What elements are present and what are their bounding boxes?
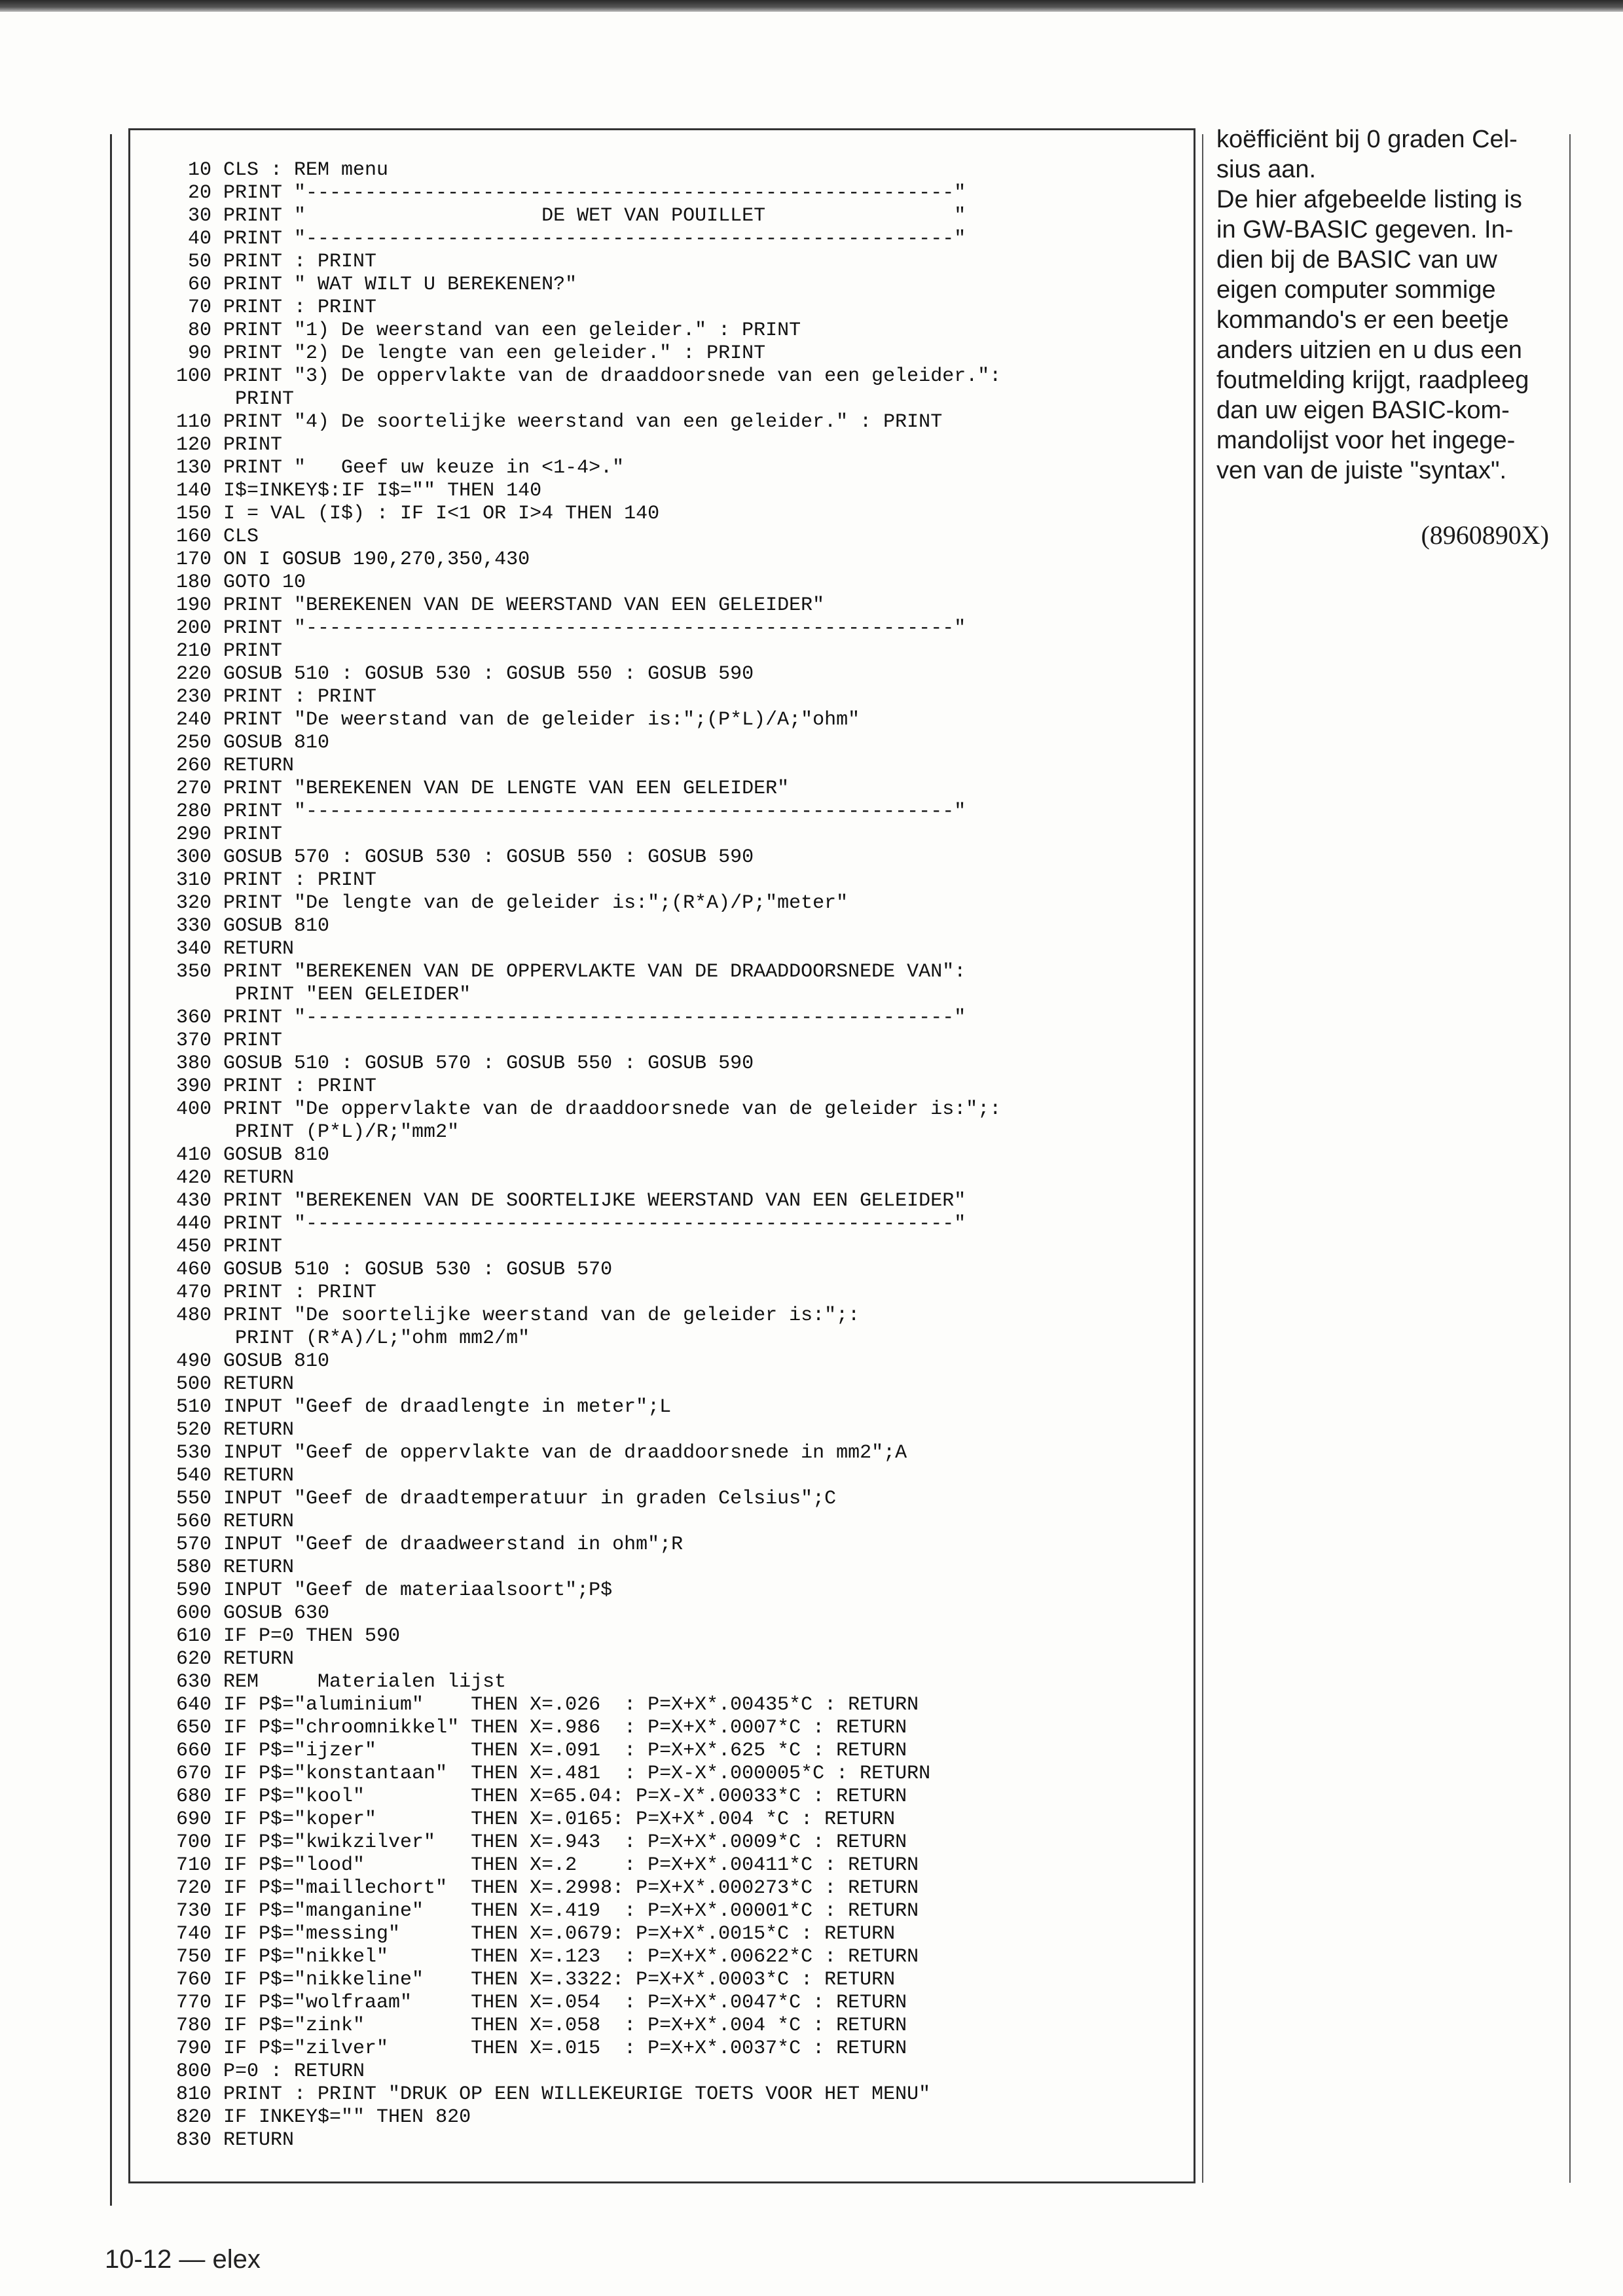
listing-line: 250 GOSUB 810	[176, 732, 330, 754]
listing-line: 110 PRINT "4) De soortelijke weerstand van een geleider." : PRINT	[176, 411, 943, 433]
listing-line: 210 PRINT	[176, 640, 283, 662]
listing-line: 80 PRINT "1) De weerstand van een geleider." : PRINT	[188, 319, 801, 342]
listing-line: 90 PRINT "2) De lengte van een geleider." : PRINT	[188, 342, 766, 365]
listing-line: 60 PRINT " WAT WILT U BEREKENEN?"	[188, 274, 577, 296]
basic-listing-box	[128, 128, 1195, 2183]
listing-line: 290 PRINT	[176, 823, 283, 846]
sidebar-line: foutmelding krijgt, raadpleeg	[1216, 367, 1529, 394]
listing-line: 10 CLS : REM menu	[188, 159, 389, 181]
listing-line: 580 RETURN	[176, 1556, 295, 1579]
listing-line: 780 IF P$="zink" THEN X=.058 : P=X+X*.004 *C : RETURN	[176, 2015, 907, 2037]
listing-line: 770 IF P$="wolfraam" THEN X=.054 : P=X+X*.0047*C : RETURN	[176, 1992, 907, 2014]
listing-line: PRINT "EEN GELEIDER"	[235, 984, 471, 1006]
listing-line: 430 PRINT "BEREKENEN VAN DE SOORTELIJKE WEERSTAND VAN EEN GELEIDER"	[176, 1190, 966, 1212]
listing-line: 360 PRINT "-------------------------------------------------------"	[176, 1007, 966, 1029]
listing-line: 310 PRINT : PRINT	[176, 869, 377, 891]
listing-line: 170 ON I GOSUB 190,270,350,430	[176, 548, 530, 571]
listing-line: 810 PRINT : PRINT "DRUK OP EEN WILLEKEURIGE TOETS VOOR HET MENU"	[176, 2083, 931, 2106]
listing-line: 570 INPUT "Geef de draadweerstand in ohm";R	[176, 1534, 684, 1556]
listing-line: 70 PRINT : PRINT	[188, 296, 377, 319]
listing-line: 730 IF P$="manganine" THEN X=.419 : P=X+X*.00001*C : RETURN	[176, 1900, 919, 1922]
page-top-edge	[0, 0, 1623, 12]
listing-line: 470 PRINT : PRINT	[176, 1282, 377, 1304]
article-reference: (8960890X)	[1421, 520, 1549, 550]
listing-line: 520 RETURN	[176, 1419, 295, 1441]
listing-line: 540 RETURN	[176, 1465, 295, 1487]
listing-line: 830 RETURN	[176, 2129, 295, 2151]
listing-line: 640 IF P$="aluminium" THEN X=.026 : P=X+X*.00435*C : RETURN	[176, 1694, 919, 1716]
listing-line: 300 GOSUB 570 : GOSUB 530 : GOSUB 550 : GOSUB 590	[176, 846, 754, 869]
listing-line: 350 PRINT "BEREKENEN VAN DE OPPERVLAKTE VAN DE DRAADDOORSNEDE VAN":	[176, 961, 966, 983]
listing-line: PRINT (P*L)/R;"mm2"	[235, 1121, 460, 1143]
listing-line: 490 GOSUB 810	[176, 1350, 330, 1372]
listing-line: 380 GOSUB 510 : GOSUB 570 : GOSUB 550 : GOSUB 590	[176, 1052, 754, 1075]
listing-line: 230 PRINT : PRINT	[176, 686, 377, 708]
listing-line: 760 IF P$="nikkeline" THEN X=.3322: P=X+X*.0003*C : RETURN	[176, 1969, 896, 1991]
listing-line: 610 IF P=0 THEN 590	[176, 1625, 401, 1647]
sidebar-line: in GW-BASIC gegeven. In-	[1216, 216, 1514, 243]
listing-line: 720 IF P$="maillechort" THEN X=.2998: P=X+X*.000273*C : RETURN	[176, 1877, 919, 1899]
column-rule-left	[1202, 134, 1203, 2183]
listing-line: 390 PRINT : PRINT	[176, 1075, 377, 1098]
listing-line: PRINT (R*A)/L;"ohm mm2/m"	[235, 1327, 530, 1350]
listing-line: 650 IF P$="chroomnikkel" THEN X=.986 : P=X+X*.0007*C : RETURN	[176, 1717, 907, 1739]
listing-line: 820 IF INKEY$="" THEN 820	[176, 2106, 471, 2128]
listing-line: 800 P=0 : RETURN	[176, 2060, 365, 2083]
listing-line: 400 PRINT "De oppervlakte van de draaddoorsnede van de geleider is:";:	[176, 1098, 1002, 1121]
sidebar-line: eigen computer sommige	[1216, 276, 1496, 304]
listing-line: 100 PRINT "3) De oppervlakte van de draaddoorsnede van een geleider.":	[176, 365, 1002, 387]
listing-line: 480 PRINT "De soortelijke weerstand van de geleider is:";:	[176, 1304, 860, 1327]
listing-line: 680 IF P$="kool" THEN X=65.04: P=X-X*.00033*C : RETURN	[176, 1785, 907, 1808]
listing-line: 510 INPUT "Geef de draadlengte in meter";L	[176, 1396, 672, 1418]
sidebar-line: ven van de juiste "syntax".	[1216, 457, 1507, 484]
column-rule-right	[1569, 134, 1571, 2183]
listing-line: 660 IF P$="ijzer" THEN X=.091 : P=X+X*.625 *C : RETURN	[176, 1740, 907, 1762]
listing-line: 260 RETURN	[176, 755, 295, 777]
sidebar-line: sius aan.	[1216, 156, 1317, 183]
listing-line: 120 PRINT	[176, 434, 283, 456]
listing-line: 150 I = VAL (I$) : IF I<1 OR I>4 THEN 140	[176, 503, 660, 525]
sidebar-line: dien bij de BASIC van uw	[1216, 246, 1497, 274]
listing-line: 410 GOSUB 810	[176, 1144, 330, 1166]
listing-line: 790 IF P$="zilver" THEN X=.015 : P=X+X*.0037*C : RETURN	[176, 2037, 907, 2060]
listing-line: 140 I$=INKEY$:IF I$="" THEN 140	[176, 480, 542, 502]
sidebar-line: koëfficiënt bij 0 graden Cel-	[1216, 126, 1518, 153]
listing-line: 340 RETURN	[176, 938, 295, 960]
listing-line: 30 PRINT " DE WET VAN POUILLET "	[188, 205, 966, 227]
listing-line: 20 PRINT "-------------------------------------------------------"	[188, 182, 966, 204]
listing-line: 160 CLS	[176, 526, 259, 548]
listing-line: 590 INPUT "Geef de materiaalsoort";P$	[176, 1579, 613, 1602]
listing-line: 560 RETURN	[176, 1511, 295, 1533]
listing-line: 180 GOTO 10	[176, 571, 306, 594]
sidebar-line: dan uw eigen BASIC-kom-	[1216, 397, 1510, 424]
listing-line: 270 PRINT "BEREKENEN VAN DE LENGTE VAN EEN GELEIDER"	[176, 778, 790, 800]
sidebar-line: kommando's er een beetje	[1216, 306, 1509, 334]
listing-line: PRINT	[235, 388, 295, 410]
listing-line: 530 INPUT "Geef de oppervlakte van de draaddoorsnede in mm2";A	[176, 1442, 907, 1464]
left-margin-rule	[110, 134, 112, 2206]
listing-line: 550 INPUT "Geef de draadtemperatuur in graden Celsius";C	[176, 1488, 837, 1510]
listing-line: 370 PRINT	[176, 1030, 283, 1052]
listing-line: 750 IF P$="nikkel" THEN X=.123 : P=X+X*.00622*C : RETURN	[176, 1946, 919, 1968]
listing-line: 420 RETURN	[176, 1167, 295, 1189]
listing-line: 700 IF P$="kwikzilver" THEN X=.943 : P=X+X*.0009*C : RETURN	[176, 1831, 907, 1854]
listing-line: 190 PRINT "BEREKENEN VAN DE WEERSTAND VAN EEN GELEIDER"	[176, 594, 825, 617]
sidebar-text	[1216, 124, 1557, 486]
listing-line: 710 IF P$="lood" THEN X=.2 : P=X+X*.00411*C : RETURN	[176, 1854, 919, 1876]
listing-line: 440 PRINT "-------------------------------------------------------"	[176, 1213, 966, 1235]
listing-line: 280 PRINT "-------------------------------------------------------"	[176, 800, 966, 823]
listing-line: 600 GOSUB 630	[176, 1602, 330, 1624]
listing-line: 130 PRINT " Geef uw keuze in <1-4>."	[176, 457, 625, 479]
listing-line: 200 PRINT "-------------------------------------------------------"	[176, 617, 966, 639]
page-footer: 10-12 — elex	[105, 2245, 261, 2274]
listing-line: 500 RETURN	[176, 1373, 295, 1395]
listing-line: 690 IF P$="koper" THEN X=.0165: P=X+X*.004 *C : RETURN	[176, 1808, 896, 1831]
listing-line: 460 GOSUB 510 : GOSUB 530 : GOSUB 570	[176, 1259, 613, 1281]
listing-line: 740 IF P$="messing" THEN X=.0679: P=X+X*.0015*C : RETURN	[176, 1923, 896, 1945]
listing-line: 450 PRINT	[176, 1236, 283, 1258]
listing-line: 320 PRINT "De lengte van de geleider is:";(R*A)/P;"meter"	[176, 892, 848, 914]
sidebar-line: mandolijst voor het ingege-	[1216, 427, 1516, 454]
sidebar-column	[1216, 124, 1557, 550]
sidebar-line: anders uitzien en u dus een	[1216, 336, 1522, 364]
sidebar-line: De hier afgebeelde listing is	[1216, 186, 1522, 213]
listing-line: 630 REM Materialen lijst	[176, 1671, 507, 1693]
basic-listing	[176, 159, 1001, 2152]
listing-line: 40 PRINT "-------------------------------------------------------"	[188, 228, 966, 250]
listing-line: 620 RETURN	[176, 1648, 295, 1670]
listing-line: 670 IF P$="konstantaan" THEN X=.481 : P=X-X*.000005*C : RETURN	[176, 1763, 931, 1785]
listing-line: 50 PRINT : PRINT	[188, 251, 377, 273]
listing-line: 240 PRINT "De weerstand van de geleider is:";(P*L)/A;"ohm"	[176, 709, 860, 731]
listing-line: 220 GOSUB 510 : GOSUB 530 : GOSUB 550 : GOSUB 590	[176, 663, 754, 685]
listing-line: 330 GOSUB 810	[176, 915, 330, 937]
